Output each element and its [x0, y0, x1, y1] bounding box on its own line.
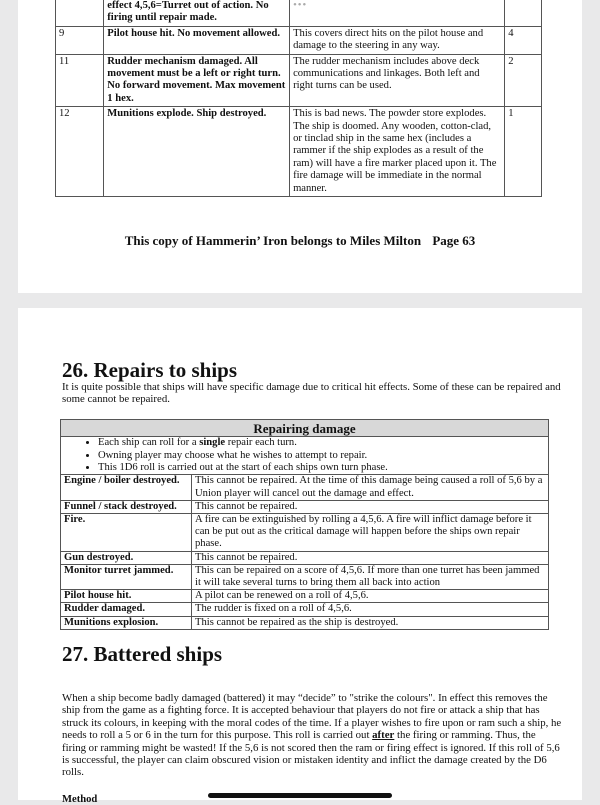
table-row — [61, 616, 549, 629]
table-row — [56, 54, 542, 107]
row-notes: This covers direct hits on the pilot house and damage to the steering in any way. — [290, 26, 505, 54]
repair-rule: This cannot be repaired as the ship is destroyed. — [192, 616, 549, 629]
row-notes: The rudder mechanism includes above deck communications and linkages. Both left and right turns can be used. — [290, 54, 505, 107]
table-row — [56, 107, 542, 197]
repair-rule: This can be repaired on a score of 4,5,6. If more than one turret has been jammed it will take several turns to bring them all back into action — [192, 564, 549, 589]
text-part: When a ship become badly damaged (battered) it may “decide” to "strike the colours". In effect this removes the ship from the game as a fighting force. It is accepted behaviour that players do not fire or attack a ship that has struck its colours, in keeping with the moral codes of the time. If a player wishes to fire upon or ram such a ship, he needs to roll a 5 or 6 in the turn for this purpose. This roll is carried out — [62, 692, 562, 742]
section-27-text — [62, 692, 562, 779]
damage-type: Engine / boiler destroyed. — [61, 475, 192, 500]
table-row — [61, 590, 549, 603]
damage-type: Gun destroyed. — [61, 551, 192, 564]
table-row — [61, 514, 549, 552]
page-footer — [18, 233, 582, 249]
repair-rule: This cannot be repaired. At the time of this damage being caused a roll of 5,6 by a Union player will cancel out the damage and effect. — [192, 475, 549, 500]
damage-type: Monitor turret jammed. — [61, 564, 192, 589]
page-number: Page 63 — [432, 233, 476, 248]
row-effect: effect 4,5,6=Turret out of action. No firing until repair made. — [107, 0, 269, 24]
table-row — [61, 564, 549, 589]
damage-type: Munitions explosion. — [61, 616, 192, 629]
table-title: Repairing damage — [61, 420, 549, 437]
table-row — [61, 500, 549, 513]
row-chance: 1 — [505, 107, 542, 197]
row-chance: 4 — [505, 26, 542, 54]
row-effect: Munitions explode. Ship destroyed. — [107, 108, 267, 120]
table-row — [61, 603, 549, 616]
repair-rule: A fire can be extinguished by rolling a 4,5,6. A fire will inflict damage before it can be put out as the critical damage will happen before the ships own repair phase. — [192, 514, 549, 552]
repair-rule: This cannot be repaired. — [192, 500, 549, 513]
repair-rule: This cannot be repaired. — [192, 551, 549, 564]
damage-type: Rudder damaged. — [61, 603, 192, 616]
critical-hit-table — [55, 0, 542, 197]
row-effect: Rudder mechanism damaged. All movement must be a left or right turn. No forward movement. Max movement 1 hex. — [107, 55, 286, 104]
row-number: 11 — [56, 54, 104, 107]
row-notes: ••• — [290, 0, 505, 26]
table-row — [61, 475, 549, 500]
table-row — [56, 0, 542, 26]
method-subheading: Method — [62, 794, 98, 805]
repair-rule: A pilot can be renewed on a roll of 4,5,6. — [192, 590, 549, 603]
row-notes: This is bad news. The powder store explodes. The ship is doomed. Any wooden, cotton-clad, or tinclad ship in the same hex (includes a rammer if the ship explodes as a result of the ram) will have a fire marker placed upon it. The fire damage will be immediate in the normal manner. — [290, 107, 505, 197]
row-chance — [505, 0, 542, 26]
row-number: 12 — [56, 107, 104, 197]
section-27-heading: 27. Battered ships — [62, 642, 223, 666]
section-26-intro: It is quite possible that ships will have specific damage due to critical hit effects. Some of these can be repaired and some cannot be repaired. — [62, 381, 561, 406]
page-63 — [18, 0, 582, 293]
section-26-heading: 26. Repairs to ships — [62, 358, 238, 382]
row-effect: Pilot house hit. No movement allowed. — [107, 27, 281, 39]
text-part: the firing or ramming. Thus, the firing or ramming might be wasted! If the 5,6 is not scored then the ram or firing effect is ignored. If this roll of 5,6 is successful, the player can claim obscured vision or mistaken identity and inflict the damage created by the D6 rolls. — [62, 729, 560, 779]
repair-rule: The rudder is fixed on a roll of 4,5,6. — [192, 603, 549, 616]
rules-row — [61, 437, 549, 475]
damage-type: Funnel / stack destroyed. — [61, 500, 192, 513]
rule-text: Each ship can roll for a single repair each turn. — [98, 437, 297, 449]
row-chance: 2 — [505, 54, 542, 107]
damage-type: Pilot house hit. — [61, 590, 192, 603]
emphasis-after: after — [372, 729, 395, 742]
row-number: 9 — [56, 26, 104, 54]
row-number — [56, 0, 104, 26]
table-title-row — [61, 420, 549, 437]
repairing-damage-table — [60, 419, 549, 630]
list-item — [98, 437, 545, 449]
emphasis-single: single — [199, 437, 226, 449]
page-64 — [18, 308, 582, 805]
table-row — [56, 26, 542, 54]
table-row — [61, 551, 549, 564]
home-indicator[interactable] — [208, 793, 392, 798]
list-item: • Owning player may choose what he wishes to attempt to repair. — [98, 450, 545, 462]
ownership-notice: This copy of Hammerin’ Iron belongs to Miles Milton — [124, 233, 422, 248]
damage-type: Fire. — [61, 514, 192, 552]
rules-list — [64, 437, 545, 474]
list-item: • This 1D6 roll is carried out at the start of each ships own turn phase. — [98, 462, 545, 474]
